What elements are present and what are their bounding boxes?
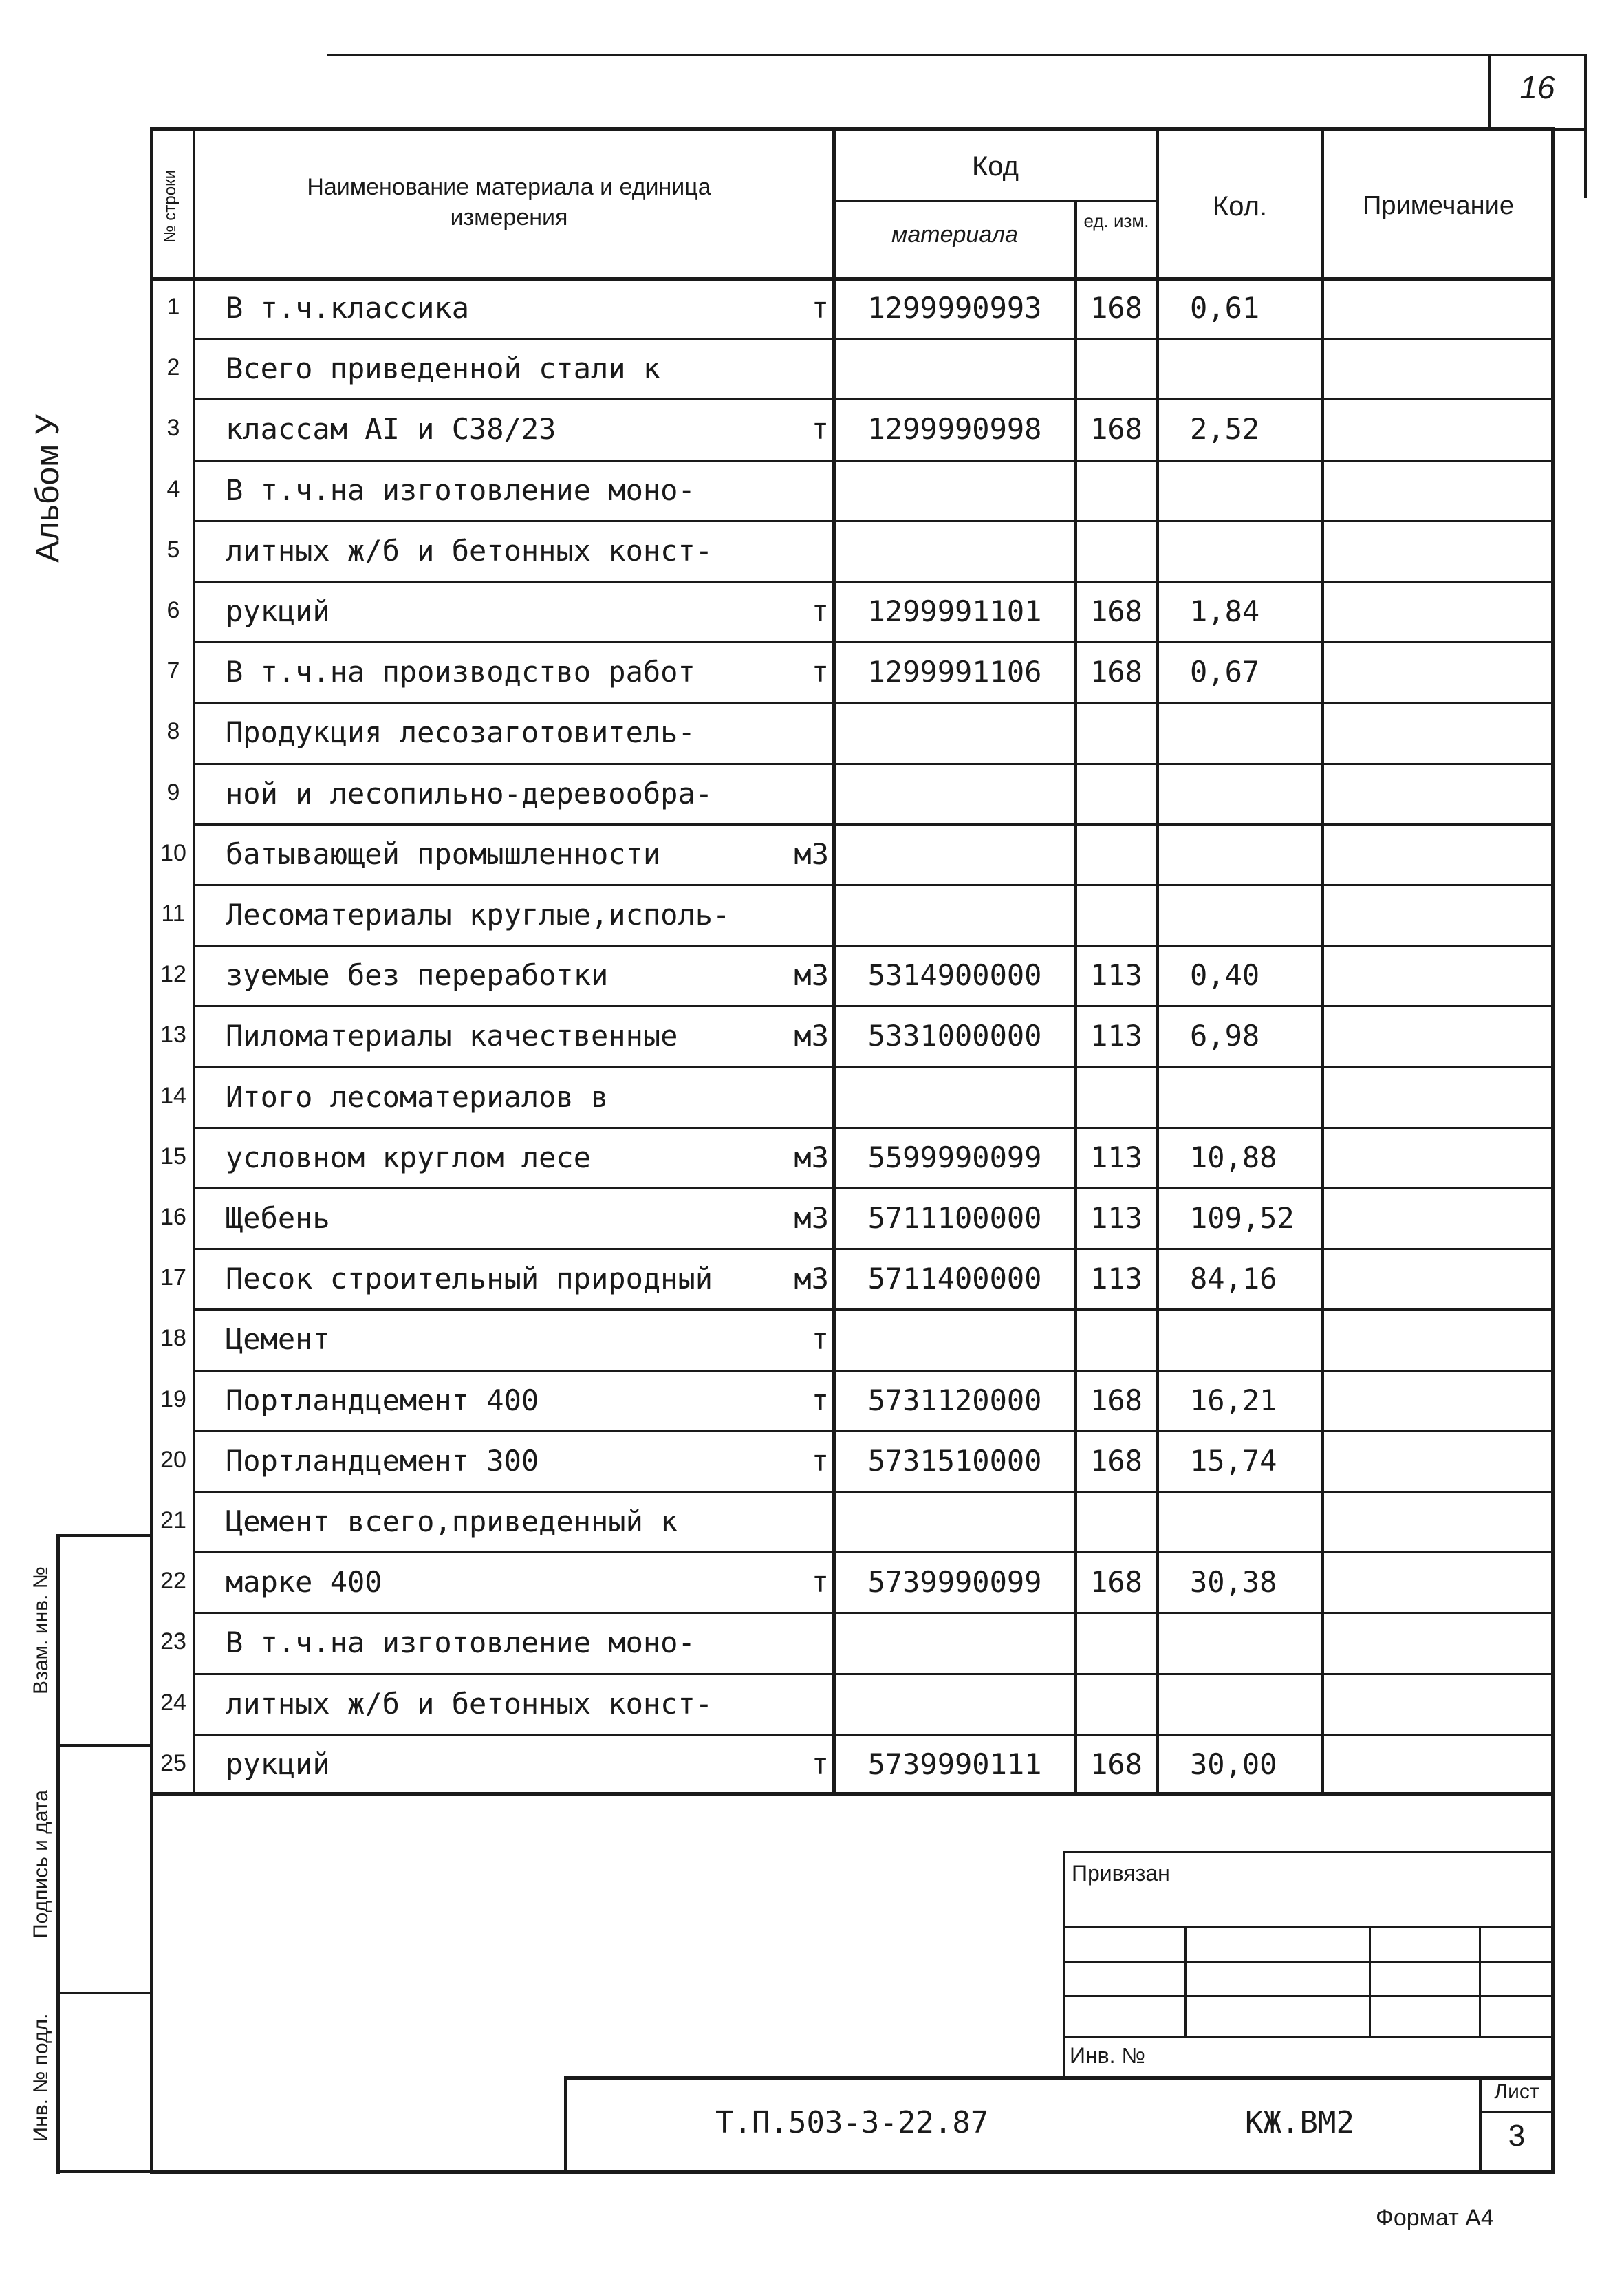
material-name: марке 400 xyxy=(226,1565,382,1599)
row-number: 14 xyxy=(160,1082,186,1109)
unit-code: 113 xyxy=(1090,1201,1143,1235)
row-number: 2 xyxy=(166,354,180,381)
row-number: 8 xyxy=(166,718,180,745)
unit: м3 xyxy=(794,1019,829,1053)
table-row xyxy=(0,1189,1624,1249)
unit: м3 xyxy=(794,1201,829,1235)
table-row xyxy=(0,885,1624,946)
header-kod-material: материала xyxy=(891,222,1018,248)
quantity: 0,40 xyxy=(1190,958,1260,993)
row-number: 4 xyxy=(166,475,180,502)
unit: т xyxy=(811,1383,829,1417)
header-kod-unit: ед. изм. xyxy=(1083,211,1149,231)
quantity: 30,38 xyxy=(1190,1565,1277,1599)
quantity: 30,00 xyxy=(1190,1747,1277,1781)
header-name: Наименование материала и единица измерения xyxy=(307,174,711,230)
material-name: Щебень xyxy=(226,1201,330,1235)
table-row xyxy=(0,946,1624,1006)
unit: т xyxy=(811,1565,829,1599)
material-name: В т.ч.на изготовление моно- xyxy=(226,473,695,507)
unit: м3 xyxy=(794,837,829,871)
unit-code: 113 xyxy=(1090,1262,1143,1296)
row-number: 9 xyxy=(166,779,180,806)
table-row xyxy=(0,279,1624,339)
material-name: классам АI и С38/23 xyxy=(226,412,556,446)
table-row xyxy=(0,825,1624,885)
row-number: 5 xyxy=(166,536,180,563)
material-code: 5331000000 xyxy=(867,1019,1042,1053)
row-number: 17 xyxy=(160,1264,186,1291)
table-row xyxy=(0,339,1624,400)
material-name: ной и лесопильно-деревообра- xyxy=(226,776,713,810)
quantity: 10,88 xyxy=(1190,1140,1277,1174)
row-number: 10 xyxy=(160,839,186,866)
material-name: Цемент xyxy=(226,1322,330,1357)
unit-code: 168 xyxy=(1090,291,1143,325)
material-name: рукций xyxy=(226,594,330,628)
header-qty: Кол. xyxy=(1212,191,1268,222)
material-code: 1299990998 xyxy=(867,412,1042,446)
quantity: 84,16 xyxy=(1190,1262,1277,1296)
side-label-podpis: Подпись и дата xyxy=(30,1790,52,1939)
unit-code: 168 xyxy=(1090,655,1143,689)
row-number: 15 xyxy=(160,1143,186,1169)
table-row xyxy=(0,1432,1624,1492)
unit: м3 xyxy=(794,1140,829,1174)
stamp-designation: Т.П.503-3-22.87 xyxy=(715,2105,989,2140)
unit: т xyxy=(811,594,829,628)
material-name: Лесоматериалы круглые,исполь- xyxy=(226,898,730,931)
material-name: Итого лесоматериалов в xyxy=(226,1079,609,1114)
unit: т xyxy=(811,1443,829,1478)
unit-code: 168 xyxy=(1090,594,1143,628)
row-number: 12 xyxy=(160,961,186,988)
material-code: 5731510000 xyxy=(867,1443,1042,1478)
row-number: 3 xyxy=(166,415,180,442)
stamp-inv-no: Инв. № xyxy=(1070,2043,1145,2068)
unit: м3 xyxy=(794,1262,829,1296)
header-note: Примечание xyxy=(1363,191,1514,220)
material-code: 5739990111 xyxy=(867,1747,1042,1781)
table-row xyxy=(0,1371,1624,1432)
table-row xyxy=(0,1674,1624,1735)
material-name: В т.ч.на изготовление моно- xyxy=(226,1626,695,1660)
table-row xyxy=(0,1006,1624,1067)
unit: т xyxy=(811,1322,829,1357)
header-kod: Код xyxy=(971,151,1019,182)
quantity: 0,61 xyxy=(1190,291,1260,325)
material-code: 1299991106 xyxy=(867,655,1042,689)
unit-code: 168 xyxy=(1090,1565,1143,1599)
quantity: 2,52 xyxy=(1190,412,1260,446)
row-number: 6 xyxy=(166,597,180,623)
material-name: Песок строительный природный xyxy=(226,1262,713,1296)
row-number: 23 xyxy=(160,1628,186,1655)
row-number: 25 xyxy=(160,1749,186,1776)
row-number: 7 xyxy=(166,658,180,684)
row-number: 16 xyxy=(160,1204,186,1230)
table-row xyxy=(0,582,1624,643)
material-name: рукций xyxy=(226,1747,330,1781)
material-code: 5711100000 xyxy=(867,1201,1042,1235)
table-row xyxy=(0,643,1624,703)
table-row xyxy=(0,1249,1624,1310)
table-row xyxy=(0,1735,1624,1796)
format-label: Формат А4 xyxy=(1376,2205,1494,2231)
table-row xyxy=(0,1128,1624,1189)
material-name: Пиломатериалы качественные xyxy=(226,1019,678,1053)
material-code: 5314900000 xyxy=(867,958,1042,993)
quantity: 15,74 xyxy=(1190,1443,1277,1478)
quantity: 109,52 xyxy=(1190,1201,1295,1235)
unit: т xyxy=(811,291,829,325)
material-name: Продукция лесозаготовитель- xyxy=(226,715,695,750)
material-name: литных ж/б и бетонных конст- xyxy=(226,533,713,568)
material-code: 5739990099 xyxy=(867,1565,1042,1599)
row-number: 21 xyxy=(160,1507,186,1533)
row-number: 19 xyxy=(160,1386,186,1412)
material-code: 1299990993 xyxy=(867,291,1042,325)
material-name: Цемент всего,приведенный к xyxy=(226,1505,678,1538)
material-code: 5711400000 xyxy=(867,1262,1042,1296)
unit: т xyxy=(811,655,829,689)
unit: т xyxy=(811,412,829,446)
row-number: 24 xyxy=(160,1689,186,1716)
material-name: литных ж/б и бетонных конст- xyxy=(226,1686,713,1721)
header-row-number-label: № строки xyxy=(161,170,180,244)
material-code: 5731120000 xyxy=(867,1383,1042,1417)
material-name: В т.ч.классика xyxy=(226,291,470,325)
row-number: 18 xyxy=(160,1325,186,1352)
unit: т xyxy=(811,1747,829,1781)
table-row xyxy=(0,1492,1624,1553)
material-name: Портландцемент 400 xyxy=(226,1383,539,1417)
unit: м3 xyxy=(794,958,829,993)
quantity: 0,67 xyxy=(1190,655,1260,689)
row-number: 11 xyxy=(161,901,186,927)
material-name: Всего приведенной стали к xyxy=(226,352,661,386)
quantity: 1,84 xyxy=(1190,594,1260,628)
unit-code: 168 xyxy=(1090,1443,1143,1478)
stamp-list-label: Лист xyxy=(1494,2080,1539,2103)
table-row xyxy=(0,1553,1624,1613)
unit-code: 113 xyxy=(1090,1019,1143,1053)
row-number: 22 xyxy=(160,1568,186,1595)
unit-code: 113 xyxy=(1090,1140,1143,1174)
material-name: условном круглом лесе xyxy=(226,1140,592,1174)
row-number: 13 xyxy=(160,1022,186,1048)
unit-code: 168 xyxy=(1090,1747,1143,1781)
table-row xyxy=(0,764,1624,825)
table-row xyxy=(0,1613,1624,1674)
material-code: 5599990099 xyxy=(867,1140,1042,1174)
table-row xyxy=(0,400,1624,460)
table-row xyxy=(0,1068,1624,1128)
album-label: Альбом У xyxy=(30,413,66,563)
quantity: 16,21 xyxy=(1190,1383,1277,1417)
material-name: зуемые без переработки xyxy=(226,958,609,993)
row-number: 1 xyxy=(166,294,180,320)
table-row xyxy=(0,521,1624,582)
unit-code: 113 xyxy=(1090,958,1143,993)
unit-code: 168 xyxy=(1090,412,1143,446)
table-row xyxy=(0,1310,1624,1370)
unit-code: 168 xyxy=(1090,1383,1143,1417)
material-name: В т.ч.на производство работ xyxy=(226,655,695,689)
material-code: 1299991101 xyxy=(867,594,1042,628)
material-name: батывающей промышленности xyxy=(226,837,661,871)
stamp-list-number: 3 xyxy=(1508,2119,1526,2153)
row-number: 20 xyxy=(160,1446,186,1473)
table-row xyxy=(0,461,1624,521)
table-row xyxy=(0,703,1624,764)
stamp-sheet-code: КЖ.ВМ2 xyxy=(1245,2105,1354,2140)
stamp-privyazan: Привязан xyxy=(1072,1861,1170,1886)
material-name: Портландцемент 300 xyxy=(226,1443,539,1478)
quantity: 6,98 xyxy=(1190,1019,1260,1053)
sheet-corner-number: 16 xyxy=(1519,69,1555,105)
side-label-vzam-inv: Взам. инв. № xyxy=(30,1566,52,1694)
side-label-inv-podl: Инв. № подл. xyxy=(30,2013,52,2142)
